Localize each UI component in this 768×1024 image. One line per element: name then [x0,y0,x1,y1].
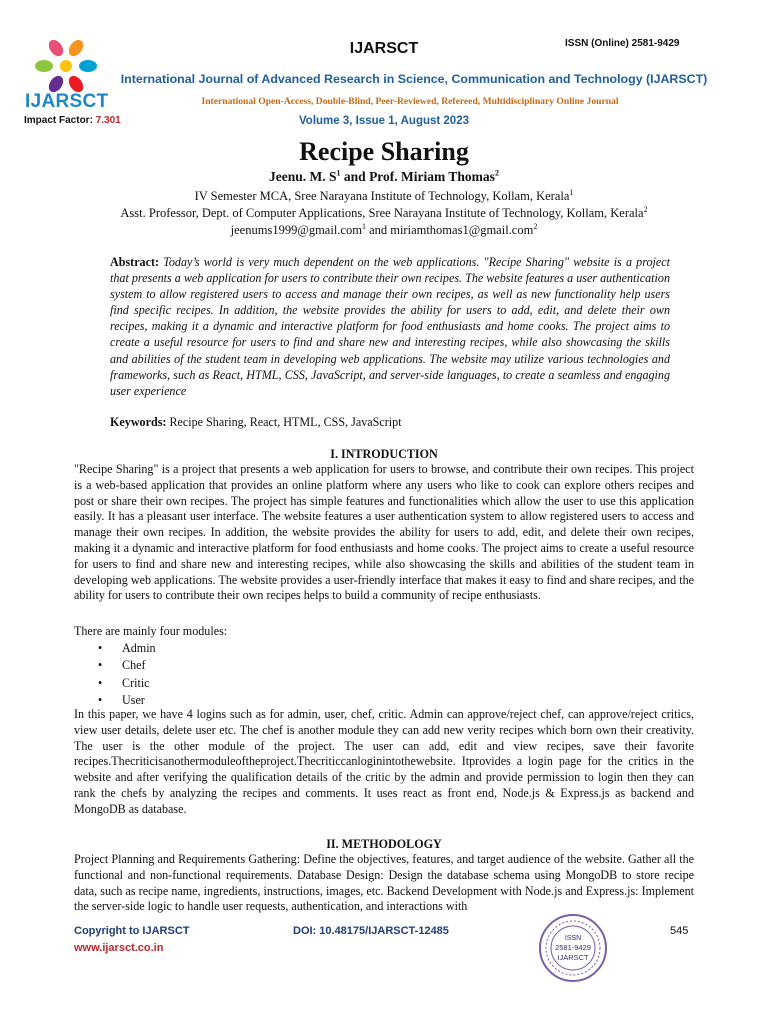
email-1-sup: 1 [361,221,366,231]
journal-name: International Journal of Advanced Research in Science, Communication and Technology (IJARSCT) [120,72,708,86]
author-2: and Prof. Miriam Thomas [340,169,495,184]
author-line [0,169,768,185]
affiliation-2-text: Asst. Professor, Dept. of Computer Applications, Sree Narayana Institute of Technology, Kollam, Kerala [120,206,644,220]
affiliation-1-sup: 1 [569,187,574,197]
website-link[interactable]: www.ijarsct.co.in [74,942,164,954]
abstract [110,254,670,399]
impact-factor-label: Impact Factor: [24,115,96,126]
abstract-label: Abstract [110,255,156,269]
keywords-label: Keywords: [110,415,167,429]
methodology-paragraph-1: Project Planning and Requirements Gathering: Define the objectives, features, and target audience of the website. Gather all the functional and non-functional requirements. Database Design: Design the database schema using MongoDB to store recipe data, such as recipe name, ingredients, instructions, images, etc. Backend Development with Node.js and Express.js: Implement the server-side logic to handle user requests, authentication, and interactions with [74,852,694,914]
affiliation-2-sup: 2 [643,204,648,214]
author-1: Jeenu. M. S [269,169,337,184]
journal-abbreviation: IJARSCT [349,40,419,57]
affiliation-1-text: IV Semester MCA, Sree Narayana Institute of Technology, Kollam, Kerala [194,189,570,203]
volume-issue: Volume 3, Issue 1, August 2023 [298,115,469,127]
issn-seal-icon [538,913,608,983]
doi-link[interactable]: DOI: 10.48175/IJARSCT-12485 [293,925,449,937]
copyright-notice: Copyright to IJARSCT [74,925,190,937]
seal-text-1: ISSN [564,935,582,942]
logo-wordmark: IJARSCT [25,91,109,112]
email-line [0,223,768,238]
keywords-text: Recipe Sharing, React, HTML, CSS, JavaScript [166,415,402,429]
impact-factor-value: 7.301 [95,115,121,126]
author-1-sup: 1 [336,168,341,178]
journal-subtitle: International Open-Access, Double-Blind, Peer-Reviewed, Refereed, Multidisciplinary Online Journal [201,96,619,107]
list-item: • Chef [96,657,156,674]
email-2: and miriamthomas1@gmail.com [365,223,534,237]
abstract-text: Today’s world is very much dependent on the web applications. "Recipe Sharing" website is a project that presents a web application for users to contribute their own recipes. The website features a user authentication system to allow registered users to access and manage their own recipes, as well as new functionality help users find specific recipes. In addition, the website provides the ability for users to add, edit, and delete their own recipes, making it a dynamic and interactive platform for food enthusiasts and home cooks. The project aims to create a useful resource for users to find and share new and interesting recipes, while also showcasing the skills and abilities of the student team in developing web applications. The website may utilize various technologies and frameworks, such as React, HTML, CSS, JavaScript, and server-side languages, to create a seamless and engaging user experience [110,255,670,398]
page-number: 545 [670,925,689,937]
section-heading-introduction: I. INTRODUCTION [330,447,438,461]
issn-label: ISSN (Online) 2581-9429 [565,38,680,49]
abstract-colon: : [155,255,164,269]
modules-list [96,640,156,709]
email-1: jeenums1999@gmail.com [230,223,362,237]
paper-title: Recipe Sharing [299,137,469,166]
email-2-sup: 2 [533,221,538,231]
intro-paragraph-2: In this paper, we have 4 logins such as for admin, user, chef, critic. Admin can approve/reject chef, can approve/reject critics, view user details, delete user etc. The chef is another module they can add new verity recipes which born own their creativity. The user is the other module of the project. The user can add, edit and view recipes, save their favorite recipes.Thecriticisanothermoduleoftheproject.Thecriticcanloginintothewebsite. Itprovides a login page for the critics in the website and after verifying the qualification details of the critic by the admin and provide permission to login then they can rank the chefs by analyzing the recipes and comments. It uses react as front end, Node.js & Express.js as backend and MongoDB as database. [74,707,694,816]
author-2-sup: 2 [494,168,499,178]
affiliation-2 [0,206,768,221]
list-item: • User [96,692,156,709]
keywords [110,415,670,430]
seal-text-2: 2581-9429 [555,943,591,952]
list-item: • Critic [96,675,156,692]
list-item: • Admin [96,640,156,657]
seal-text-3: IJARSCT [557,953,589,962]
intro-paragraph-1: "Recipe Sharing" is a project that presents a web application for users to browse, and contribute their own recipes. This project is a web-based application that provides an online platform where any users who like to cook can explore others recipes and post or share their own recipes. The project has simple features and functionalities which allow the user to use this application easily. It has a pleasant user interface. The website features a user authentication system to allow registered users to access and manage their own recipes. In addition, the website provides the ability for users to add, edit, and delete their own recipes, making it a dynamic and interactive platform for food enthusiasts and home cooks. The project aims to create a useful resource for users to find and share new and interesting recipes, while also showcasing the skills and abilities of the student team in developing web applications. The website provides a user-friendly interface that makes it easy to find and share recipes, and the ability for users to contribute their own recipes helps to build a community of recipe enthusiasts. [74,462,694,603]
affiliation-1 [0,189,768,204]
section-heading-methodology: II. METHODOLOGY [326,837,442,851]
modules-lead-in: There are mainly four modules: [74,624,228,638]
